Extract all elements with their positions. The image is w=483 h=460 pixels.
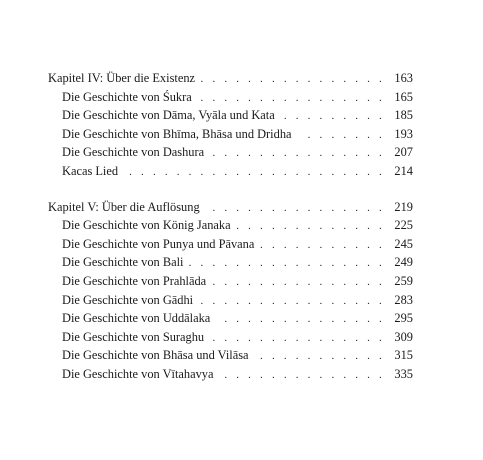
page-number: 249 bbox=[394, 255, 413, 270]
toc-entry bbox=[48, 365, 413, 384]
entry-title: Die Geschichte von Dashura bbox=[62, 145, 205, 160]
page-number: 335 bbox=[394, 366, 413, 381]
dot-leader bbox=[212, 273, 385, 292]
dot-leader bbox=[216, 310, 385, 329]
toc-entry bbox=[48, 235, 413, 254]
entry-title: Die Geschichte von Uddālaka bbox=[62, 311, 211, 326]
page-number: 163 bbox=[394, 71, 413, 85]
table-of-contents bbox=[48, 69, 413, 384]
toc-entry bbox=[48, 253, 413, 272]
chapter-heading bbox=[48, 198, 413, 217]
entry-title: Die Geschichte von Dāma, Vyāla und Kata bbox=[62, 108, 275, 123]
toc-entry bbox=[48, 88, 413, 107]
entry-title: Die Geschichte von Bali bbox=[62, 255, 184, 270]
dot-leader bbox=[189, 254, 385, 273]
toc-entry bbox=[48, 291, 413, 310]
chapter-section bbox=[48, 198, 413, 384]
page-number: 214 bbox=[394, 163, 413, 178]
entry-title: Die Geschichte von Prahlāda bbox=[62, 273, 207, 288]
page-number: 207 bbox=[394, 145, 413, 160]
page-number: 219 bbox=[394, 199, 413, 214]
page-number: 185 bbox=[394, 108, 413, 123]
dot-leader bbox=[198, 89, 385, 108]
dot-leader bbox=[260, 236, 385, 255]
entry-title: Die Geschichte von König Janaka bbox=[62, 218, 231, 233]
entry-title: Die Geschichte von Punya und Pāvana bbox=[62, 236, 255, 251]
page-number: 165 bbox=[394, 89, 413, 104]
page-number: 315 bbox=[394, 348, 413, 363]
page-number: 283 bbox=[394, 292, 413, 307]
toc-entry bbox=[48, 328, 413, 347]
entry-title: Die Geschichte von Vītahavya bbox=[62, 366, 214, 381]
page-number: 193 bbox=[394, 126, 413, 141]
dot-leader bbox=[281, 107, 385, 126]
dot-leader bbox=[210, 144, 385, 163]
page-number: 309 bbox=[394, 329, 413, 344]
dot-leader bbox=[220, 366, 385, 385]
page-number: 225 bbox=[394, 218, 413, 233]
toc-entry bbox=[48, 309, 413, 328]
entry-title: Die Geschichte von Gādhi bbox=[62, 292, 194, 307]
page-number: 245 bbox=[394, 236, 413, 251]
dot-leader bbox=[199, 292, 385, 311]
toc-entry bbox=[48, 125, 413, 144]
entry-title: Die Geschichte von Bhīma, Bhāsa und Dridha bbox=[62, 126, 292, 141]
dot-leader bbox=[206, 199, 385, 218]
dot-leader bbox=[124, 163, 385, 182]
chapter-title: Kapitel IV: Über die Existenz bbox=[48, 71, 196, 85]
entry-title: Die Geschichte von Bhāsa und Vilāsa bbox=[62, 348, 249, 363]
page-number: 295 bbox=[394, 311, 413, 326]
page-number: 259 bbox=[394, 273, 413, 288]
dot-leader bbox=[201, 70, 385, 89]
dot-leader bbox=[237, 217, 385, 236]
dot-leader bbox=[255, 347, 385, 366]
chapter-section bbox=[48, 69, 413, 181]
toc-entry bbox=[48, 106, 413, 125]
toc-entry bbox=[48, 346, 413, 365]
chapter-heading bbox=[48, 69, 413, 88]
toc-entry bbox=[48, 272, 413, 291]
toc-entry bbox=[48, 143, 413, 162]
entry-title: Die Geschichte von Suraghu bbox=[62, 329, 205, 344]
dot-leader bbox=[298, 126, 385, 145]
toc-entry bbox=[48, 216, 413, 235]
toc-entry bbox=[48, 162, 413, 181]
entry-title: Die Geschichte von Śukra bbox=[62, 89, 192, 104]
entry-title: Kacas Lied bbox=[62, 163, 119, 178]
dot-leader bbox=[210, 329, 385, 348]
chapter-title: Kapitel V: Über die Auflösung bbox=[48, 199, 200, 214]
